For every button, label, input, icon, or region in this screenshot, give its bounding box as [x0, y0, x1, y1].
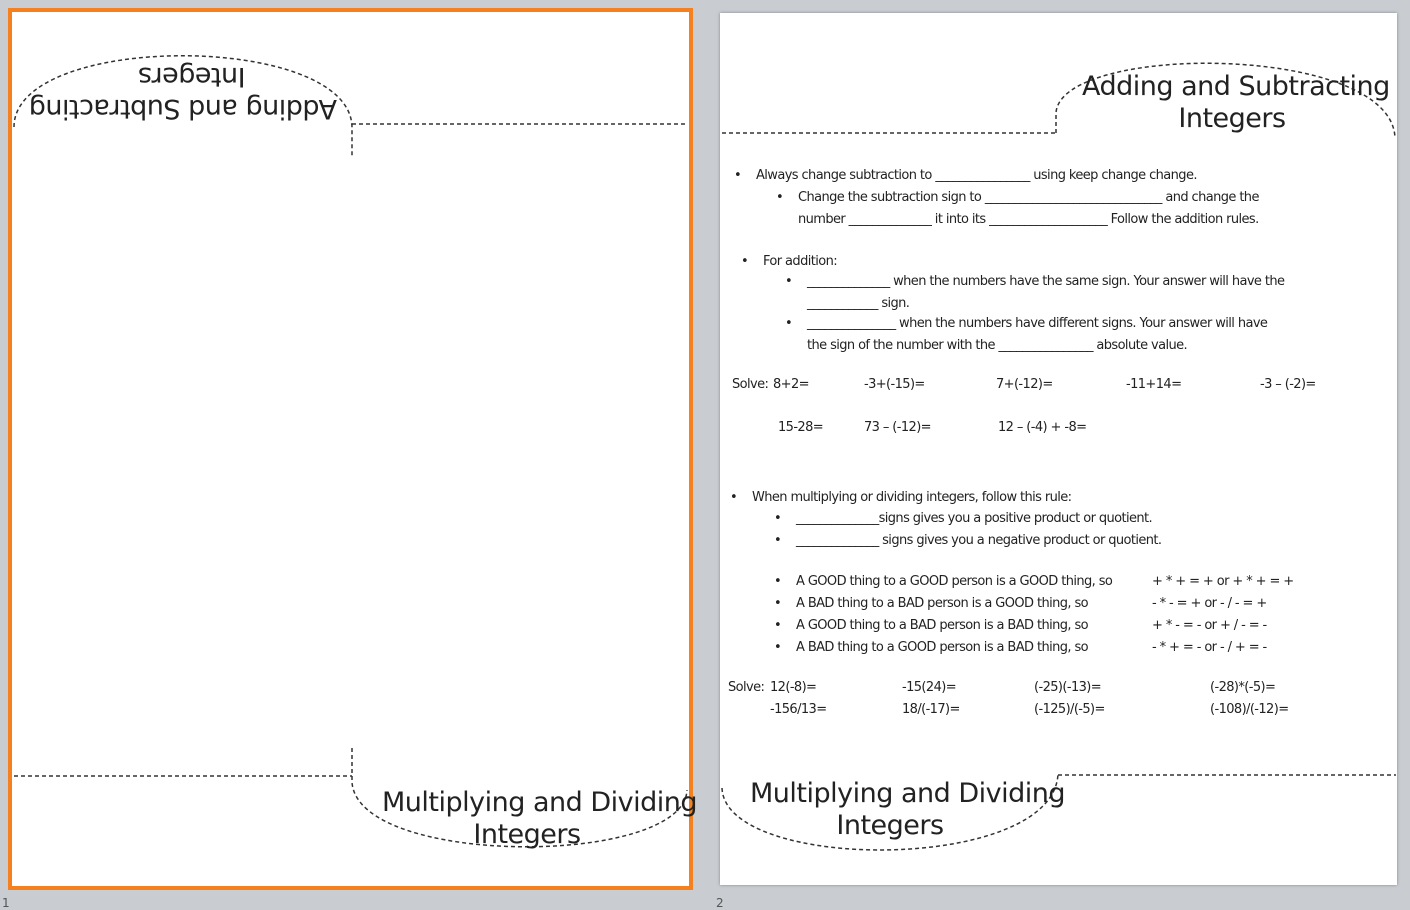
problem: 15-28= — [778, 420, 824, 435]
problem: 12(-8)= — [770, 680, 817, 695]
page-number-2: 2 — [716, 896, 724, 910]
foldable-outline — [720, 13, 1397, 885]
problem: -11+14= — [1126, 377, 1182, 392]
mnemonic-bad-good: • A BAD thing to a GOOD person is a BAD thing, so — [796, 640, 1088, 655]
problem: -156/13= — [770, 702, 827, 717]
bottom-flap-title-line2: Integers — [473, 819, 581, 850]
problem: 73 – (-12)= — [864, 420, 931, 435]
problem: -3+(-15)= — [864, 377, 925, 392]
subtraction-subrule-line2: number ______________ it into its ____________________ Follow the addition rules. — [798, 212, 1259, 227]
top-flap-title-line1: Adding and Subtracting — [29, 93, 337, 124]
top-flap-title — [29, 60, 337, 124]
solve-label-2: Solve: — [728, 680, 765, 695]
mnemonic-good-good: • A GOOD thing to a GOOD person is a GOOD thing, so — [796, 574, 1112, 589]
problem: 7+(-12)= — [996, 377, 1053, 392]
bottom-flap-title — [382, 787, 697, 851]
addition-rule2-line1: • _______________ when the numbers have different signs. Your answer will have — [807, 316, 1267, 331]
mnemonic-signs: + * + = + or + * + = + — [1152, 574, 1294, 589]
mnemonic-good-bad: • A GOOD thing to a BAD person is a BAD thing, so — [796, 618, 1088, 633]
problem: (-25)(-13)= — [1034, 680, 1102, 695]
problem: 18/(-17)= — [902, 702, 960, 717]
top-flap-title-line1: Adding and Subtracting — [1082, 71, 1390, 102]
problem: 8+2= — [773, 377, 809, 392]
page-number-1: 1 — [2, 896, 10, 910]
mnemonic-signs: - * - = + or - / - = + — [1152, 596, 1267, 611]
mnemonic-signs: - * + = - or - / + = - — [1152, 640, 1267, 655]
bottom-flap-title-line1: Multiplying and Dividing — [382, 787, 697, 818]
bottom-flap-title-line1: Multiplying and Dividing — [750, 778, 1065, 809]
multiply-rule1: • ______________signs gives you a positive product or quotient. — [796, 511, 1152, 526]
solve-label-1: Solve: — [732, 377, 769, 392]
top-flap-title — [1082, 71, 1390, 135]
problem: (-108)/(-12)= — [1210, 702, 1289, 717]
subtraction-rule: • Always change subtraction to ________________ using keep change change. — [756, 168, 1197, 183]
addition-heading: • For addition: — [763, 254, 837, 269]
mnemonic-signs: + * - = - or + / - = - — [1152, 618, 1267, 633]
addition-rule1-line2: ____________ sign. — [807, 296, 910, 311]
top-flap-title-line2: Integers — [1178, 103, 1286, 134]
foldable-outline — [12, 12, 697, 886]
mnemonic-bad-bad: • A BAD thing to a BAD person is a GOOD thing, so — [796, 596, 1088, 611]
top-flap-title-line2: Integers — [138, 61, 246, 92]
subtraction-subrule-line1: • Change the subtraction sign to ______________________________ and change the — [798, 190, 1259, 205]
bottom-flap-title-line2: Integers — [836, 810, 944, 841]
bottom-flap-title — [750, 778, 1065, 842]
problem: 12 – (-4) + -8= — [998, 420, 1087, 435]
multiply-heading: • When multiplying or dividing integers, follow this rule: — [752, 490, 1071, 505]
addition-rule2-line2: the sign of the number with the ________________ absolute value. — [807, 338, 1188, 353]
slide-thumbnail-2[interactable] — [720, 13, 1397, 885]
problem: -3 – (-2)= — [1260, 377, 1316, 392]
problem: -15(24)= — [902, 680, 957, 695]
multiply-rule2: • ______________ signs gives you a negative product or quotient. — [796, 533, 1161, 548]
problem: (-28)*(-5)= — [1210, 680, 1276, 695]
slide-thumbnail-1[interactable] — [12, 12, 697, 886]
problem: (-125)/(-5)= — [1034, 702, 1105, 717]
addition-rule1-line1: • ______________ when the numbers have the same sign. Your answer will have the — [807, 274, 1284, 289]
